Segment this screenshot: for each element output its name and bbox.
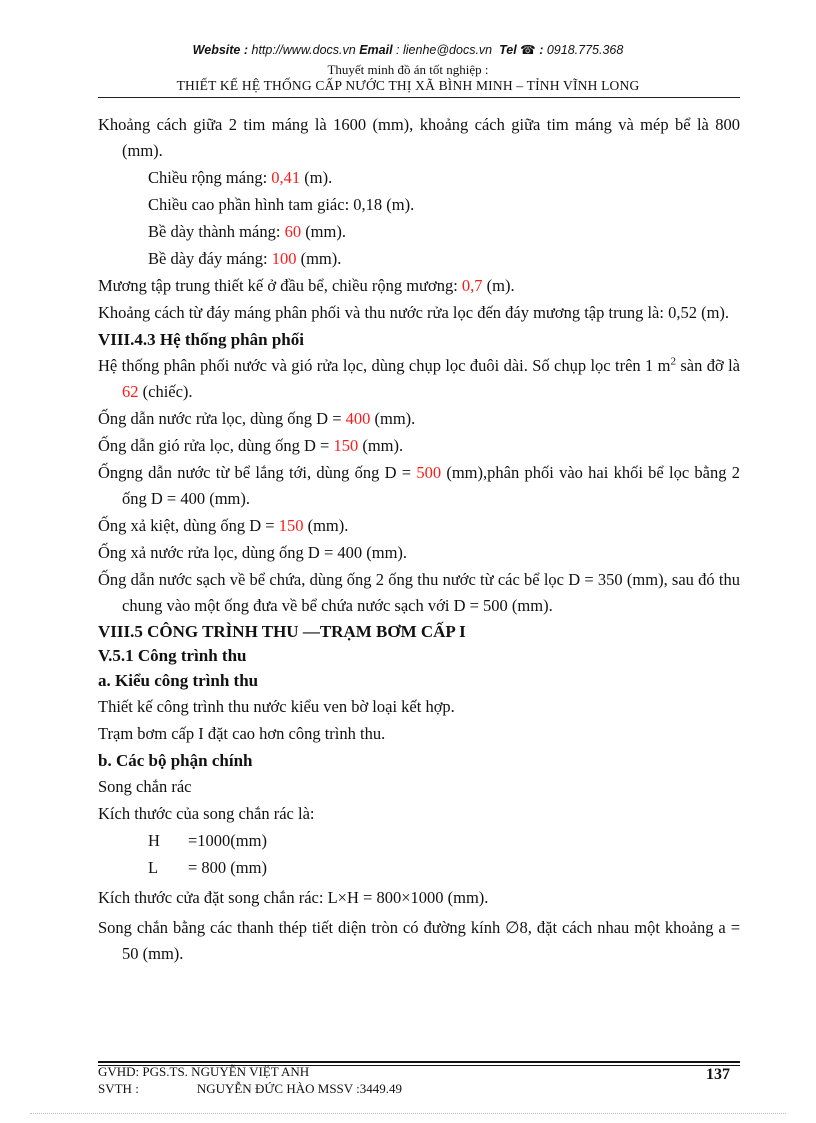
value-highlight: 62 bbox=[122, 382, 139, 401]
value-highlight: 400 bbox=[345, 409, 371, 428]
email-value[interactable]: : lienhe@docs.vn bbox=[396, 43, 493, 57]
paragraph: Mương tập trung thiết kế ở đầu bể, chiều rộng mương: 0,7 (m). bbox=[98, 276, 515, 295]
list-item: Bề dày thành máng: 60 (mm). bbox=[148, 222, 346, 241]
footer-divider bbox=[98, 1061, 740, 1063]
header-subtitle: Thuyết minh đồ án tốt nghiệp : bbox=[327, 62, 489, 77]
paragraph: Kích thước của song chắn rác là: bbox=[98, 804, 315, 823]
tel-label: Tel ☎ : bbox=[499, 43, 544, 57]
website-header-line bbox=[0, 42, 816, 57]
paragraph: Kích thước cửa đặt song chắn rác: L×H = 800×1000 (mm). bbox=[98, 888, 489, 907]
paragraph: Khoảng cách giữa 2 tim máng là 1600 (mm), khoảng cách giữa tim máng và mép bể là 800 (mm). bbox=[98, 115, 740, 160]
email-label: Email bbox=[359, 43, 393, 57]
value-highlight: 500 bbox=[416, 463, 442, 482]
multiply-symbol: × bbox=[401, 888, 411, 907]
list-item: Chiều rộng máng: 0,41 (m). bbox=[148, 168, 333, 187]
tel-value: 0918.775.368 bbox=[546, 43, 624, 57]
paragraph: Song chắn bằng các thanh thép tiết diện tròn có đường kính ∅8, đặt cách nhau một khoảng a = 50 (mm). bbox=[98, 918, 741, 963]
paragraph: Ống dẫn nước sạch về bể chứa, dùng ống 2 ống thu nước từ các bể lọc D = 350 (mm), sau đó thu chung vào một ống đưa về bể chứa nước sạch với D = 500 (mm). bbox=[98, 570, 740, 615]
value-highlight: 150 bbox=[278, 516, 304, 535]
dimension-row: H =1000(mm) bbox=[148, 831, 267, 850]
multiply-symbol: × bbox=[337, 888, 347, 907]
footer-student: SVTH : NGUYỄN ĐỨC HÀO MSSV :3449.49 bbox=[98, 1081, 403, 1096]
list-item: Chiều cao phần hình tam giác: 0,18 (m). bbox=[148, 195, 415, 214]
paragraph: Ốngng dẫn nước từ bể lắng tới, dùng ống D = 500 (mm),phân phối vào hai khối bể lọc bằng 2 ống D = 400 (mm). bbox=[98, 463, 740, 508]
paragraph: Trạm bơm cấp I đặt cao hơn công trình thu. bbox=[98, 724, 386, 743]
page-edge-divider bbox=[30, 1113, 786, 1114]
website-url[interactable]: http://www.docs.vn bbox=[251, 43, 356, 57]
value-highlight: 150 bbox=[333, 436, 359, 455]
page-number: 137 bbox=[706, 1066, 730, 1083]
paragraph: Ống dẫn nước rửa lọc, dùng ống D = 400 (mm). bbox=[98, 409, 416, 428]
chapter-heading: VIII.5 CÔNG TRÌNH THU —TRẠM BƠM CẤP I bbox=[98, 622, 466, 641]
footer-advisor: GVHD: PGS.TS. NGUYỄN VIỆT ANH bbox=[98, 1064, 310, 1079]
dimension-row: L = 800 (mm) bbox=[148, 858, 267, 877]
header-title: THIẾT KẾ HỆ THỐNG CẤP NƯỚC THỊ XÃ BÌNH MINH – TỈNH VĨNH LONG bbox=[176, 78, 640, 93]
diameter-symbol: ∅ bbox=[505, 918, 520, 937]
paragraph: Thiết kế công trình thu nước kiểu ven bờ loại kết hợp. bbox=[98, 697, 455, 716]
paragraph: Song chắn rác bbox=[98, 777, 192, 796]
value-highlight: 100 bbox=[271, 249, 297, 268]
header-divider bbox=[98, 97, 740, 98]
section-heading: VIII.4.3 Hệ thống phân phối bbox=[98, 330, 304, 349]
value-highlight: 0,7 bbox=[461, 276, 483, 295]
list-item: Bề dày đáy máng: 100 (mm). bbox=[148, 249, 342, 268]
paragraph: Khoảng cách từ đáy máng phân phối và thu nước rửa lọc đến đáy mương tập trung là: 0,52 (m). bbox=[98, 303, 730, 322]
value-highlight: 60 bbox=[284, 222, 302, 241]
paragraph: Ống xả kiệt, dùng ống D = 150 (mm). bbox=[98, 516, 349, 535]
paragraph: Hệ thống phân phối nước và gió rửa lọc, dùng chụp lọc đuôi dài. Số chụp lọc trên 1 $m^2$ sàn đỡ là 62 (chiếc). bbox=[98, 355, 740, 401]
subsection-heading: b. Các bộ phận chính bbox=[98, 751, 253, 770]
subsection-heading: a. Kiểu công trình thu bbox=[98, 671, 259, 690]
paragraph: Ống xả nước rửa lọc, dùng ống D = 400 (mm). bbox=[98, 543, 408, 562]
section-heading: V.5.1 Công trình thu bbox=[98, 646, 247, 665]
paragraph: Ống dẫn gió rửa lọc, dùng ống D = 150 (mm). bbox=[98, 436, 404, 455]
website-label: Website : bbox=[192, 43, 249, 57]
page-content bbox=[98, 112, 740, 968]
value-highlight: 0,41 bbox=[271, 168, 301, 187]
